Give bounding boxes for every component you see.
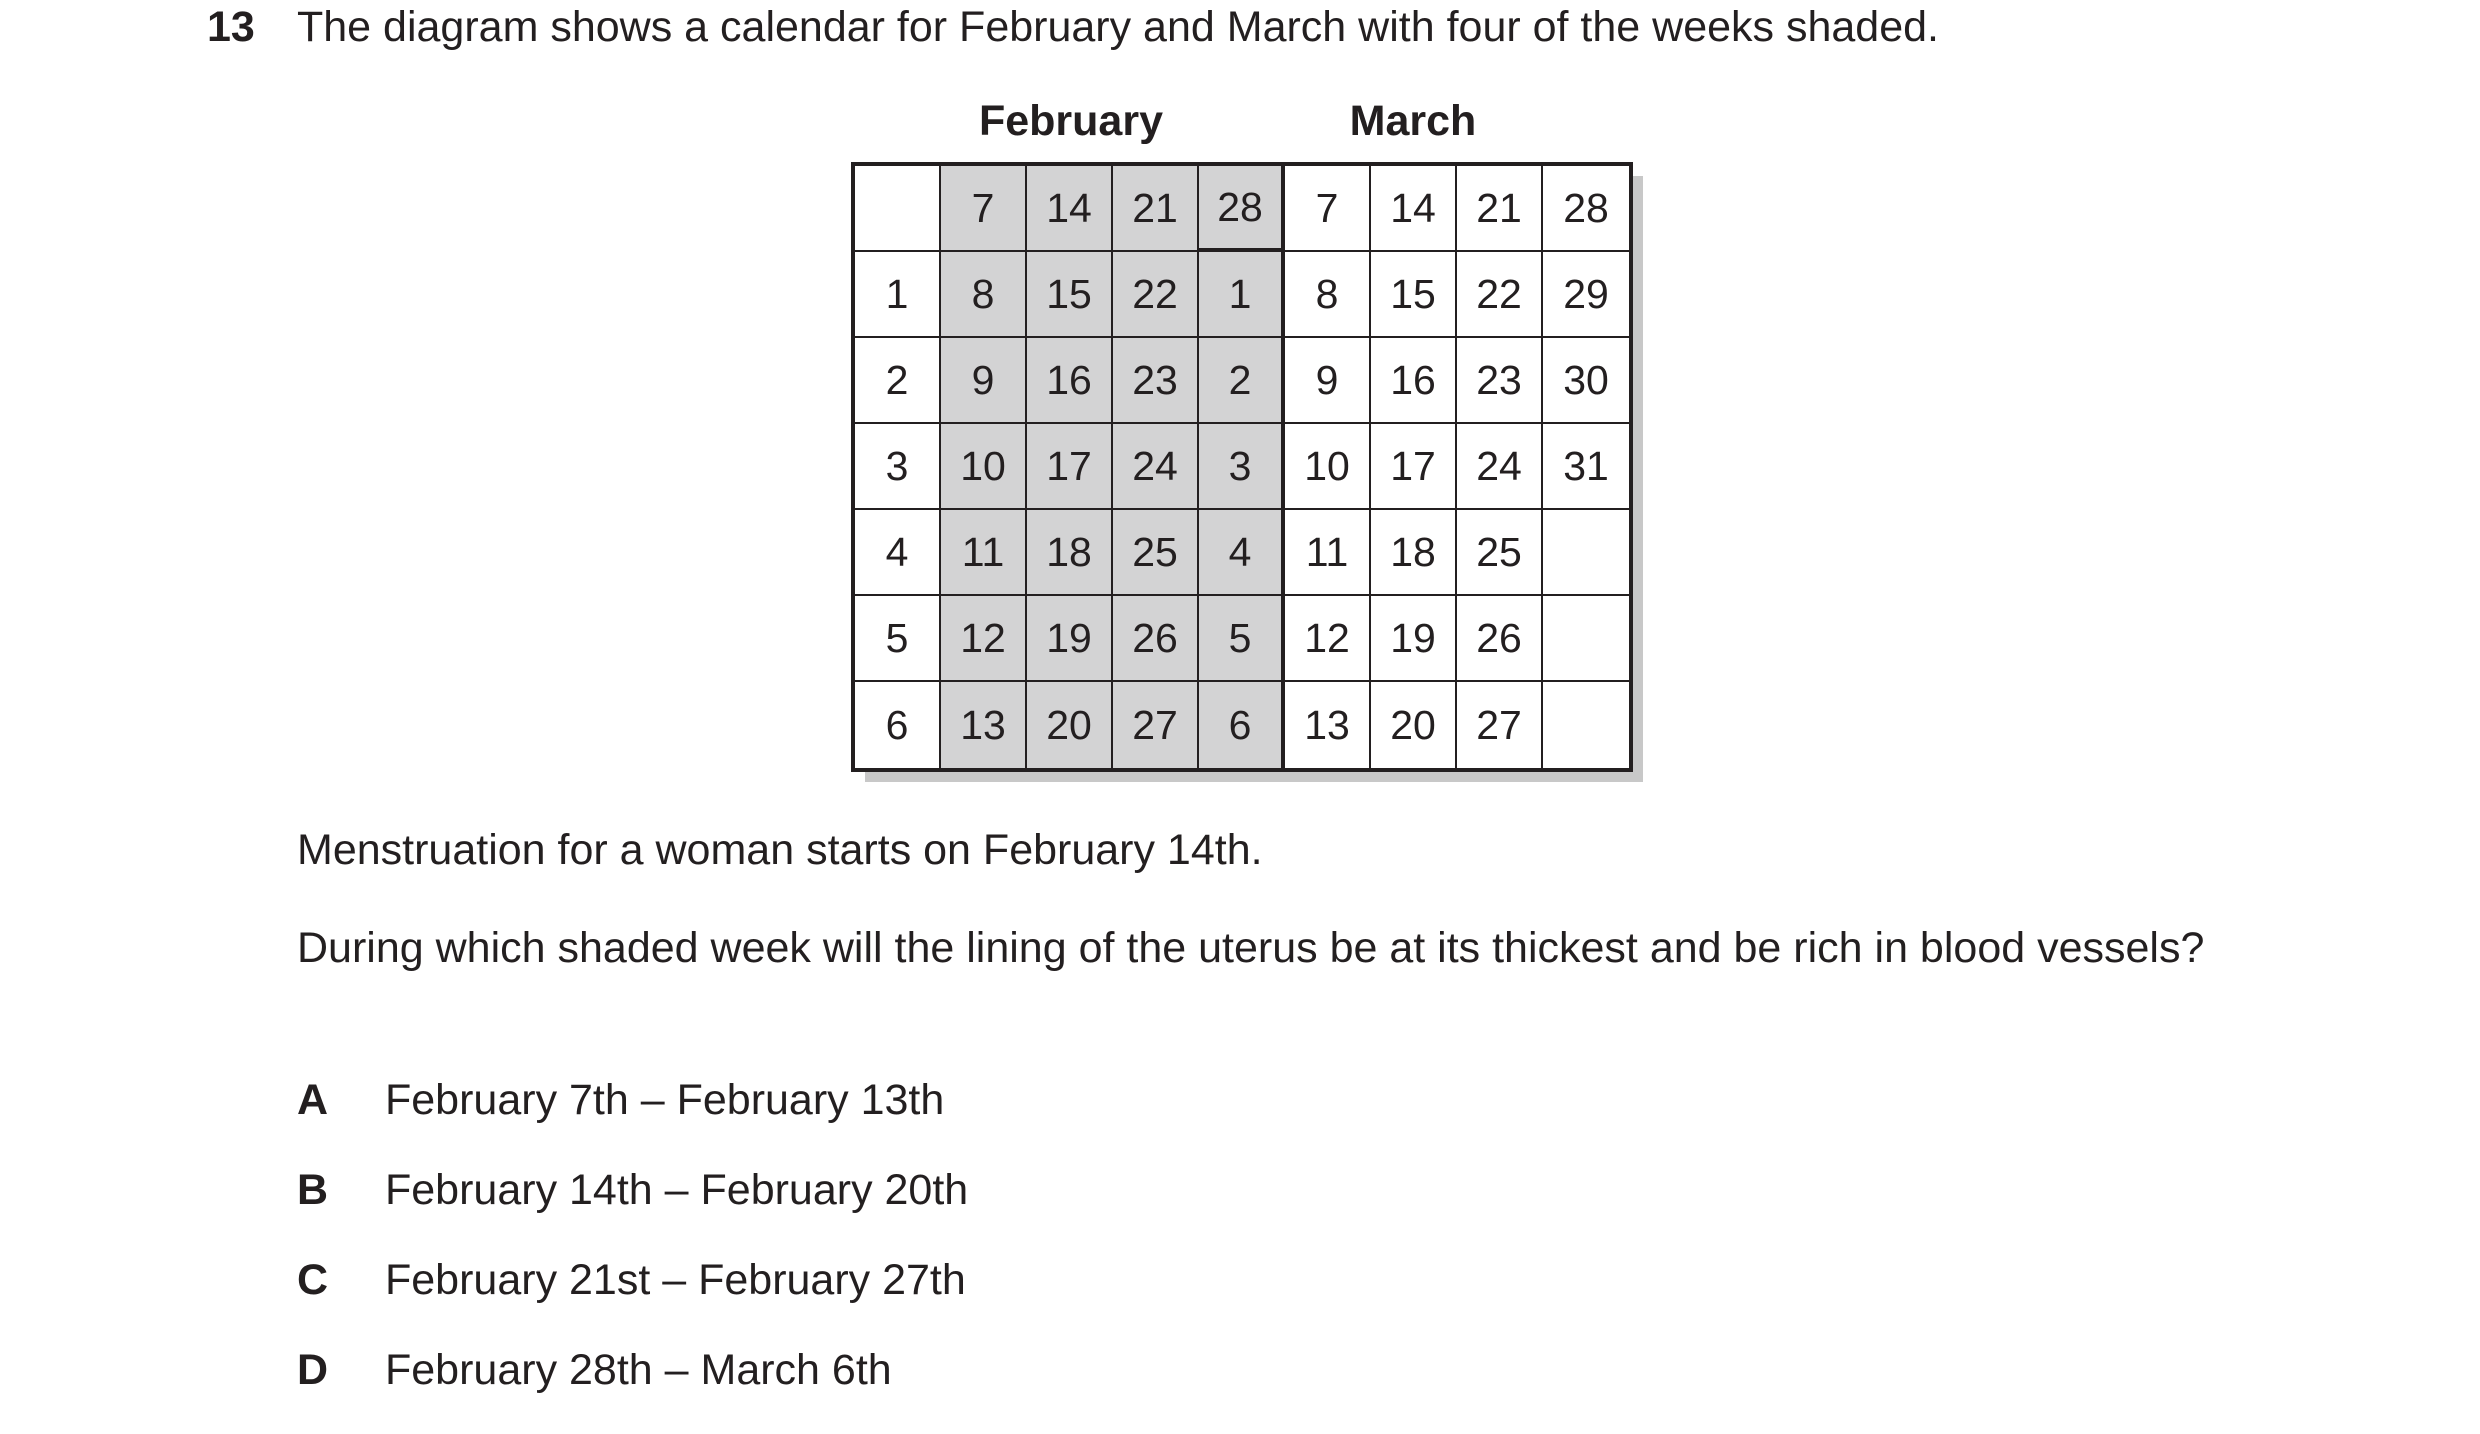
calendar-cell: 10 [1285, 424, 1371, 510]
calendar-cell: 21 [1457, 166, 1543, 252]
calendar-cell: 24 [1457, 424, 1543, 510]
calendar-cell: 16 [1027, 338, 1113, 424]
calendar-cell: 7 [1285, 166, 1371, 252]
question-prompt: During which shaded week will the lining of the uterus be at its thickest and be rich in blood vessels? [297, 924, 2205, 972]
calendar-cell: 9 [1285, 338, 1371, 424]
calendar-cell: 11 [1285, 510, 1371, 596]
calendar-cell: 28 [1199, 166, 1285, 252]
calendar-cell: 11 [941, 510, 1027, 596]
option-letter: C [297, 1256, 329, 1304]
calendar-cell: 5 [855, 596, 941, 682]
calendar-cell: 25 [1457, 510, 1543, 596]
calendar-cell: 6 [855, 682, 941, 768]
calendar-cell: 18 [1027, 510, 1113, 596]
calendar-cell: 1 [855, 252, 941, 338]
calendar-cell: 20 [1027, 682, 1113, 768]
calendar-cell: 3 [1199, 424, 1285, 510]
option-letter: A [297, 1076, 329, 1124]
calendar-cell: 28 [1543, 166, 1629, 252]
calendar-cell: 4 [1199, 510, 1285, 596]
calendar-cell: 13 [1285, 682, 1371, 768]
calendar-cell: 5 [1199, 596, 1285, 682]
calendar-diagram [851, 162, 1629, 768]
menstruation-info: Menstruation for a woman starts on February 14th. [297, 826, 1263, 874]
calendar-cell: 7 [941, 166, 1027, 252]
calendar-cell: 2 [1199, 338, 1285, 424]
calendar-cell: 13 [941, 682, 1027, 768]
calendar-cell: 23 [1457, 338, 1543, 424]
calendar-cell: 8 [1285, 252, 1371, 338]
calendar-cell: 4 [855, 510, 941, 596]
calendar-cell: 14 [1371, 166, 1457, 252]
option-text: February 14th – February 20th [385, 1166, 969, 1214]
calendar-cell: 16 [1371, 338, 1457, 424]
calendar-cell: 23 [1113, 338, 1199, 424]
calendar-cell: 31 [1543, 424, 1629, 510]
calendar-cell: 22 [1457, 252, 1543, 338]
calendar-cell: 10 [941, 424, 1027, 510]
calendar-cell: 27 [1457, 682, 1543, 768]
calendar-cell: 14 [1027, 166, 1113, 252]
calendar-cell: 1 [1199, 252, 1285, 338]
calendar-cell: 17 [1027, 424, 1113, 510]
month-label-march: March [1349, 97, 1477, 145]
calendar-cell [1543, 510, 1629, 596]
calendar-cell: 17 [1371, 424, 1457, 510]
calendar-cell [1543, 596, 1629, 682]
question-stem: The diagram shows a calendar for February and March with four of the weeks shaded. [297, 3, 1939, 51]
calendar-cell: 20 [1371, 682, 1457, 768]
month-label-february: February [978, 97, 1163, 145]
calendar-cell: 3 [855, 424, 941, 510]
calendar-cell: 2 [855, 338, 941, 424]
calendar-cell: 26 [1457, 596, 1543, 682]
calendar-cell: 29 [1543, 252, 1629, 338]
option-text: February 21st – February 27th [385, 1256, 966, 1304]
question-number: 13 [207, 3, 255, 51]
calendar-cell: 15 [1027, 252, 1113, 338]
calendar-cell: 6 [1199, 682, 1285, 768]
calendar-cell: 21 [1113, 166, 1199, 252]
calendar-cell [855, 166, 941, 252]
calendar-cell: 9 [941, 338, 1027, 424]
calendar-cell: 27 [1113, 682, 1199, 768]
calendar-cell: 8 [941, 252, 1027, 338]
option-letter: D [297, 1346, 329, 1394]
calendar-cell: 22 [1113, 252, 1199, 338]
calendar-cell: 18 [1371, 510, 1457, 596]
calendar-cell: 25 [1113, 510, 1199, 596]
calendar-cell: 26 [1113, 596, 1199, 682]
option-letter: B [297, 1166, 329, 1214]
calendar-cell: 15 [1371, 252, 1457, 338]
calendar-grid [851, 162, 1633, 772]
calendar-cell: 30 [1543, 338, 1629, 424]
option-text: February 7th – February 13th [385, 1076, 945, 1124]
calendar-cell: 12 [941, 596, 1027, 682]
calendar-cell: 24 [1113, 424, 1199, 510]
calendar-cell: 19 [1371, 596, 1457, 682]
option-text: February 28th – March 6th [385, 1346, 892, 1394]
calendar-cell: 12 [1285, 596, 1371, 682]
calendar-cell [1543, 682, 1629, 768]
calendar-cell: 19 [1027, 596, 1113, 682]
